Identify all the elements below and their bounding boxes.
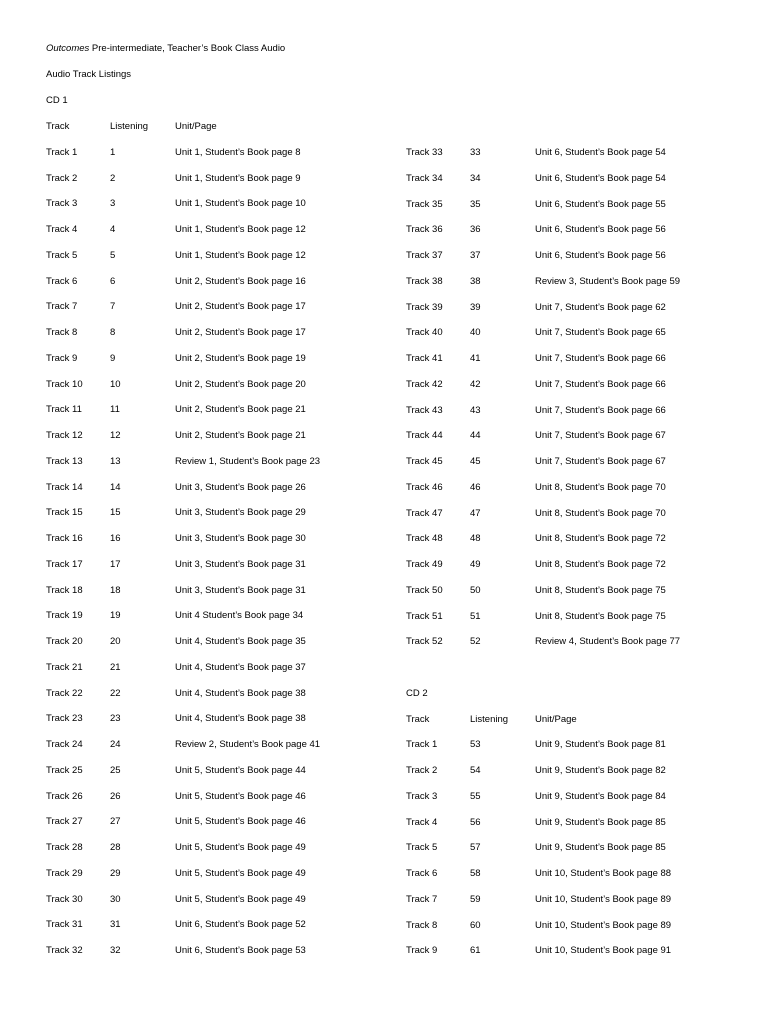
table-row [46,894,406,920]
table-row [406,817,766,843]
listening-cell: 6 [110,275,116,287]
table-row [46,688,406,714]
track-cell: Track 5 [406,842,438,854]
listening-cell: 25 [110,764,121,776]
table-row [406,430,766,456]
table-row [406,559,766,585]
track-cell: Track 25 [46,764,83,776]
unit-page-cell: Unit 9, Student’s Book page 82 [535,765,666,776]
listening-cell: 23 [110,713,121,725]
table-row [406,508,766,534]
unit-page-cell: Unit 2, Student’s Book page 21 [175,404,306,416]
track-cell: Track 7 [46,301,78,313]
track-cell: Track 52 [406,636,443,648]
listening-cell: 36 [470,224,481,236]
table-row [46,147,406,173]
listening-cell: 9 [110,352,116,364]
table-row [46,816,406,842]
unit-page-cell: Unit 2, Student’s Book page 21 [175,430,306,441]
track-cell: Track 22 [46,687,83,699]
listening-cell: 45 [470,456,481,467]
track-cell: Track 20 [46,636,83,647]
listening-cell: 1 [110,146,116,158]
unit-page-cell: Unit 3, Student’s Book page 29 [175,507,306,519]
listening-cell: 39 [470,301,481,313]
table-row [406,611,766,637]
track-cell: Track 51 [406,610,443,622]
unit-page-cell: Unit 8, Student’s Book page 70 [535,481,666,493]
track-cell: Track 27 [46,816,83,828]
table-row [46,765,406,791]
unit-page-cell: Unit 1, Student’s Book page 9 [175,172,301,184]
listening-cell: 7 [110,301,116,313]
table-row [46,636,406,662]
track-cell: Track 6 [46,275,78,287]
listening-cell: 2 [110,172,116,184]
unit-page-cell: Unit 1, Student’s Book page 10 [175,198,306,210]
unit-page-cell: Review 4, Student’s Book page 77 [535,636,681,648]
unit-page-cell: Unit 1, Student’s Book page 12 [175,224,306,235]
table-row [46,198,406,224]
unit-page-cell: Unit 4, Student’s Book page 35 [175,636,306,647]
unit-page-cell: Unit 3, Student’s Book page 31 [175,558,306,570]
track-cell: Track 9 [406,945,438,957]
listening-cell: 22 [110,687,121,699]
unit-page-cell: Unit 7, Student’s Book page 62 [535,301,666,313]
listening-cell: 10 [110,378,121,390]
track-cell: Track 42 [406,378,443,390]
unit-page-cell: Unit 6, Student’s Book page 54 [535,147,666,158]
header-listening: Listening [470,713,509,725]
listening-cell: 58 [470,868,481,879]
table-row [46,173,406,199]
table-row [406,533,766,559]
listening-cell: 50 [470,584,481,596]
listening-cell: 43 [470,404,481,416]
table-row [46,404,406,430]
track-cell: Track 46 [406,481,443,493]
track-cell: Track 29 [46,867,83,879]
table-row [46,507,406,533]
listening-cell: 29 [110,867,121,879]
track-cell: Track 6 [406,868,438,879]
track-cell: Track 16 [46,533,83,544]
header-track: Track [406,713,430,725]
listening-cell: 51 [470,610,481,622]
listening-cell: 59 [470,893,481,905]
track-cell: Track 49 [406,559,443,570]
table-row [406,250,766,276]
track-cell: Track 14 [46,481,83,493]
listening-cell: 54 [470,765,481,776]
unit-page-cell: Unit 10, Student’s Book page 89 [535,893,672,905]
table-row [46,276,406,302]
listening-cell: 44 [470,430,481,442]
table-row [406,353,766,379]
track-cell: Track 40 [406,327,443,339]
listening-cell: 18 [110,584,121,596]
track-cell: Track 28 [46,842,83,853]
cd2-table-header [406,714,766,740]
unit-page-cell: Unit 8, Student’s Book page 72 [535,533,666,545]
listening-cell: 32 [110,945,121,956]
table-row [46,945,406,971]
table-row [46,456,406,482]
table-row [406,842,766,868]
track-cell: Track 19 [46,610,83,622]
listening-cell: 42 [470,378,481,390]
table-row [46,430,406,456]
listening-cell: 56 [470,816,481,828]
listening-cell: 47 [470,507,481,519]
table-row [46,250,406,276]
table-header [46,121,406,147]
table-row [406,765,766,791]
track-cell: Track 39 [406,301,443,313]
header-unit-page: Unit/Page [175,121,217,132]
unit-page-cell: Unit 4 Student’s Book page 34 [175,610,304,622]
table-row [46,533,406,559]
track-cell: Track 38 [406,275,443,287]
unit-page-cell: Unit 7, Student’s Book page 67 [535,430,666,442]
track-cell: Track 30 [46,893,83,905]
listening-cell: 19 [110,610,121,622]
listening-cell: 38 [470,275,481,287]
table-row [46,739,406,765]
track-cell: Track 36 [406,224,443,236]
listening-cell: 27 [110,816,121,828]
table-row [46,868,406,894]
track-cell: Track 13 [46,455,83,467]
unit-page-cell: Unit 6, Student’s Book page 56 [535,224,666,236]
table-row [46,301,406,327]
track-cell: Track 34 [406,172,443,184]
track-cell: Track 37 [406,250,443,261]
unit-page-cell: Unit 5, Student’s Book page 49 [175,867,306,879]
unit-page-cell: Unit 5, Student’s Book page 49 [175,893,306,905]
unit-page-cell: Unit 8, Student’s Book page 72 [535,559,666,570]
listening-cell: 41 [470,353,481,364]
unit-page-cell: Unit 2, Student’s Book page 20 [175,378,306,390]
table-row [46,662,406,688]
track-cell: Track 21 [46,661,83,673]
track-cell: Track 8 [406,919,438,931]
track-cell: Track 15 [46,507,83,519]
document-title-rest: Pre-intermediate, Teacher’s Book Class Audio [89,43,286,54]
listening-cell: 30 [110,893,121,905]
listening-cell: 11 [110,404,120,416]
table-row [406,482,766,508]
track-cell: Track 45 [406,456,443,467]
document-subtitle: Audio Track Listings [46,69,132,80]
track-cell: Track 2 [406,765,438,776]
cd1-right-column [406,147,766,971]
track-cell: Track 43 [406,404,443,416]
table-row [46,353,406,379]
unit-page-cell: Unit 1, Student’s Book page 12 [175,249,306,261]
table-row [406,173,766,199]
book-title-italic: Outcomes [46,43,90,54]
track-cell: Track 35 [406,198,443,210]
listening-cell: 5 [110,249,116,261]
table-row [406,302,766,328]
unit-page-cell: Unit 2, Student’s Book page 19 [175,352,306,364]
unit-page-cell: Unit 2, Student’s Book page 17 [175,327,306,338]
unit-page-cell: Unit 5, Student’s Book page 44 [175,764,306,776]
unit-page-cell: Unit 6, Student’s Book page 53 [175,945,306,956]
listening-cell: 12 [110,430,121,441]
cd2-heading-row [406,688,766,714]
track-cell: Track 32 [46,945,83,956]
unit-page-cell: Unit 4, Student’s Book page 38 [175,713,306,725]
track-cell: Track 50 [406,584,443,596]
listening-cell: 34 [470,172,481,184]
table-row [46,379,406,405]
track-cell: Track 26 [46,790,83,802]
cd2-heading: CD 2 [406,687,428,699]
listening-cell: 40 [470,327,481,339]
listening-cell: 17 [110,558,121,570]
unit-page-cell: Unit 1, Student’s Book page 8 [175,146,301,158]
track-cell: Track 33 [406,147,443,158]
listening-cell: 31 [110,919,121,931]
unit-page-cell: Unit 7, Student’s Book page 66 [535,378,666,390]
table-row [406,224,766,250]
table-row [406,791,766,817]
listening-cell: 60 [470,919,481,931]
track-cell: Track 8 [46,327,78,338]
unit-page-cell: Unit 10, Student’s Book page 89 [535,919,672,931]
unit-page-cell: Unit 7, Student’s Book page 67 [535,456,666,467]
unit-page-cell: Unit 10, Student’s Book page 91 [535,945,672,957]
track-cell: Track 7 [406,893,438,905]
unit-page-cell: Unit 3, Student’s Book page 26 [175,481,306,493]
table-row [406,327,766,353]
table-row [406,739,766,765]
header-track: Track [46,121,70,132]
listening-cell: 53 [470,739,481,751]
listening-cell: 35 [470,198,481,210]
listening-cell: 21 [110,661,121,673]
listening-cell: 14 [110,481,121,493]
table-row [406,405,766,431]
unit-page-cell: Unit 5, Student’s Book page 46 [175,816,306,828]
unit-page-cell: Unit 7, Student’s Book page 66 [535,353,666,364]
unit-page-cell: Unit 4, Student’s Book page 38 [175,687,306,699]
listening-cell: 4 [110,224,116,235]
listening-cell: 57 [470,842,481,854]
table-row [46,713,406,739]
unit-page-cell: Unit 5, Student’s Book page 46 [175,790,306,802]
track-cell: Track 4 [46,224,78,235]
document-title [46,43,285,54]
table-row [406,276,766,302]
track-cell: Track 10 [46,378,83,390]
table-row [406,456,766,482]
track-cell: Track 1 [406,739,438,751]
unit-page-cell: Unit 9, Student’s Book page 84 [535,790,666,802]
listening-cell: 13 [110,455,121,467]
unit-page-cell: Review 3, Student’s Book page 59 [535,275,681,287]
unit-page-cell: Unit 7, Student’s Book page 66 [535,404,666,416]
track-cell: Track 2 [46,172,78,184]
table-row [406,379,766,405]
listening-cell: 52 [470,636,481,648]
track-cell: Track 23 [46,713,83,725]
unit-page-cell: Unit 9, Student’s Book page 85 [535,842,666,854]
table-row [406,868,766,894]
unit-page-cell: Unit 2, Student’s Book page 16 [175,275,306,287]
table-row [46,327,406,353]
listening-cell: 49 [470,559,481,570]
unit-page-cell: Unit 9, Student’s Book page 81 [535,739,666,751]
listening-cell: 46 [470,481,481,493]
unit-page-cell: Unit 3, Student’s Book page 31 [175,584,306,596]
table-row [46,482,406,508]
listening-cell: 33 [470,147,481,158]
cd1-left-column [46,121,406,971]
track-cell: Track 31 [46,919,83,931]
track-cell: Track 41 [406,353,443,364]
table-row [46,224,406,250]
unit-page-cell: Unit 8, Student’s Book page 75 [535,610,666,622]
cd1-right-rows [406,147,766,662]
unit-page-cell: Review 2, Student’s Book page 41 [175,739,321,750]
cd1-left-rows [46,147,406,971]
table-row [46,559,406,585]
unit-page-cell: Unit 10, Student’s Book page 88 [535,868,672,879]
table-row [406,585,766,611]
table-row [46,791,406,817]
unit-page-cell: Unit 3, Student’s Book page 30 [175,533,306,544]
table-row [46,842,406,868]
unit-page-cell: Unit 8, Student’s Book page 70 [535,507,666,519]
track-cell: Track 9 [46,352,78,364]
listening-cell: 16 [110,533,121,544]
track-cell: Track 4 [406,816,438,828]
listening-cell: 15 [110,507,121,519]
unit-page-cell: Unit 9, Student’s Book page 85 [535,816,666,828]
track-cell: Track 12 [46,430,83,441]
track-cell: Track 3 [46,198,78,210]
track-cell: Track 48 [406,533,443,545]
listening-cell: 3 [110,198,116,210]
track-cell: Track 5 [46,249,78,261]
table-row [406,894,766,920]
table-row [406,147,766,173]
track-cell: Track 1 [46,146,78,158]
table-row [406,945,766,971]
unit-page-cell: Unit 6, Student’s Book page 55 [535,198,666,210]
unit-page-cell: Unit 6, Student’s Book page 56 [535,250,666,261]
unit-page-cell: Unit 6, Student’s Book page 52 [175,919,306,931]
table-row [406,636,766,662]
listening-cell: 8 [110,327,116,338]
unit-page-cell: Unit 7, Student’s Book page 65 [535,327,666,339]
table-row [406,199,766,225]
track-cell: Track 18 [46,584,83,596]
track-cell: Track 17 [46,558,83,570]
track-cell: Track 24 [46,739,83,750]
listening-cell: 55 [470,790,481,802]
listening-cell: 48 [470,533,481,545]
track-cell: Track 3 [406,790,438,802]
header-listening: Listening [110,121,149,132]
table-row [46,610,406,636]
spacer [406,662,766,688]
listening-cell: 37 [470,250,481,261]
listening-cell: 61 [470,945,481,957]
listening-cell: 28 [110,842,121,853]
table-row [406,920,766,946]
unit-page-cell: Unit 6, Student’s Book page 54 [535,172,666,184]
listening-cell: 24 [110,739,121,750]
unit-page-cell: Unit 5, Student’s Book page 49 [175,842,306,853]
unit-page-cell: Unit 8, Student’s Book page 75 [535,584,666,596]
cd1-heading: CD 1 [46,95,68,106]
table-row [46,919,406,945]
unit-page-cell: Unit 4, Student’s Book page 37 [175,661,306,673]
listening-cell: 26 [110,790,121,802]
unit-page-cell: Review 1, Student’s Book page 23 [175,455,321,467]
track-cell: Track 44 [406,430,443,442]
track-cell: Track 11 [46,404,82,416]
cd2-rows [406,739,766,971]
listening-cell: 20 [110,636,121,647]
header-unit-page: Unit/Page [535,713,577,725]
unit-page-cell: Unit 2, Student’s Book page 17 [175,301,306,313]
table-row [46,585,406,611]
track-cell: Track 47 [406,507,443,519]
